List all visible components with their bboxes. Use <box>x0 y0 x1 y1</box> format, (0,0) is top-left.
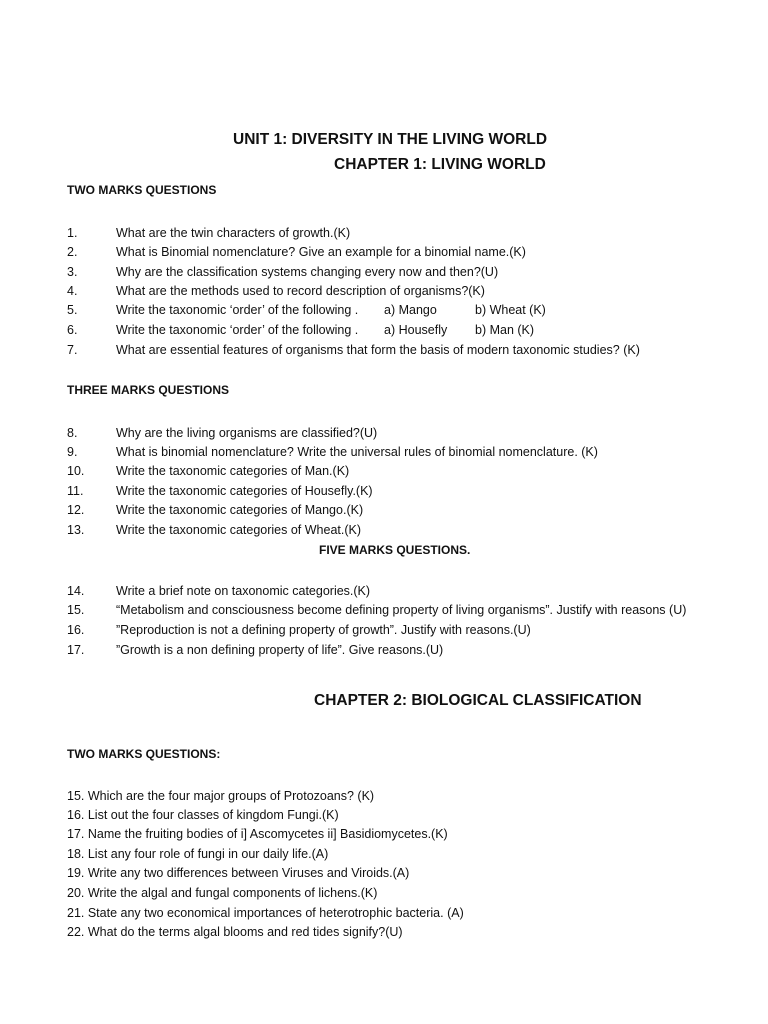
question-text: Why are the classification systems changing every now and then?(U) <box>116 265 499 279</box>
question-number: 3. <box>67 265 78 279</box>
question-number: 16. <box>67 623 85 637</box>
question-number: 7. <box>67 343 78 357</box>
question-item: 20. Write the algal and fungal components of lichens.(K) <box>67 886 378 900</box>
question-number: 10. <box>67 464 85 478</box>
question-item: 22. What do the terms algal blooms and red tides signify?(U) <box>67 925 403 939</box>
question-item: 19. Write any two differences between Viruses and Viroids.(A) <box>67 866 410 880</box>
chapter1-title: CHAPTER 1: LIVING WORLD <box>334 156 546 173</box>
question-text: What is Binomial nomenclature? Give an example for a binomial name.(K) <box>116 245 526 259</box>
question-text: Write the taxonomic categories of Mango.(K) <box>116 503 364 517</box>
question-item: 21. State any two economical importances of heterotrophic bacteria. (A) <box>67 906 464 920</box>
question-item: 17. Name the fruiting bodies of i] Ascomycetes ii] Basidiomycetes.(K) <box>67 827 448 841</box>
question-number: 4. <box>67 284 78 298</box>
question-number: 2. <box>67 245 78 259</box>
question-number: 8. <box>67 426 78 440</box>
question-number: 14. <box>67 584 85 598</box>
option-a: a) Mango <box>384 303 437 317</box>
question-number: 17. <box>67 643 85 657</box>
question-number: 15. <box>67 603 85 617</box>
question-number: 12. <box>67 503 85 517</box>
question-text: ”Growth is a non defining property of life”. Give reasons.(U) <box>116 643 444 657</box>
question-text: What are the twin characters of growth.(K) <box>116 226 351 240</box>
question-number: 6. <box>67 323 78 337</box>
question-text: ”Reproduction is not a defining property of growth”. Justify with reasons.(U) <box>116 623 531 637</box>
question-text: Write the taxonomic categories of Wheat.(K) <box>116 523 362 537</box>
unit-title: UNIT 1: DIVERSITY IN THE LIVING WORLD <box>233 131 548 148</box>
option-b: b) Wheat (K) <box>475 303 546 317</box>
question-text: What are the methods used to record description of organisms?(K) <box>116 284 485 298</box>
question-item: 15. Which are the four major groups of Protozoans? (K) <box>67 789 375 803</box>
question-text: Write the taxonomic ‘order’ of the following . <box>116 303 359 317</box>
question-number: 5. <box>67 303 78 317</box>
question-text: “Metabolism and consciousness become defining property of living organisms”. Justify with reasons (U) <box>116 603 687 617</box>
question-text: Write the taxonomic ‘order’ of the following . <box>116 323 359 337</box>
option-a: a) Housefly <box>384 323 448 337</box>
question-text: Write a brief note on taxonomic categories.(K) <box>116 584 371 598</box>
ch1-five-marks-heading: FIVE MARKS QUESTIONS. <box>319 543 471 557</box>
question-text: Write the taxonomic categories of Man.(K) <box>116 464 350 478</box>
question-text: What is binomial nomenclature? Write the universal rules of binomial nomenclature. (K) <box>116 445 598 459</box>
question-number: 1. <box>67 226 78 240</box>
question-text: Write the taxonomic categories of Housefly.(K) <box>116 484 373 498</box>
question-number: 13. <box>67 523 85 537</box>
question-text: Why are the living organisms are classified?(U) <box>116 426 378 440</box>
question-number: 9. <box>67 445 78 459</box>
ch1-three-marks-heading: THREE MARKS QUESTIONS <box>67 383 230 397</box>
ch2-two-marks-heading: TWO MARKS QUESTIONS: <box>67 747 221 761</box>
option-b: b) Man (K) <box>475 323 535 337</box>
question-text: What are essential features of organisms that form the basis of modern taxonomic studies? (K) <box>116 343 640 357</box>
question-item: 16. List out the four classes of kingdom Fungi.(K) <box>67 808 339 822</box>
chapter2-title: CHAPTER 2: BIOLOGICAL CLASSIFICATION <box>314 692 642 709</box>
ch1-two-marks-heading: TWO MARKS QUESTIONS <box>67 183 217 197</box>
question-item: 18. List any four role of fungi in our daily life.(A) <box>67 847 329 861</box>
question-number: 11. <box>67 484 84 498</box>
